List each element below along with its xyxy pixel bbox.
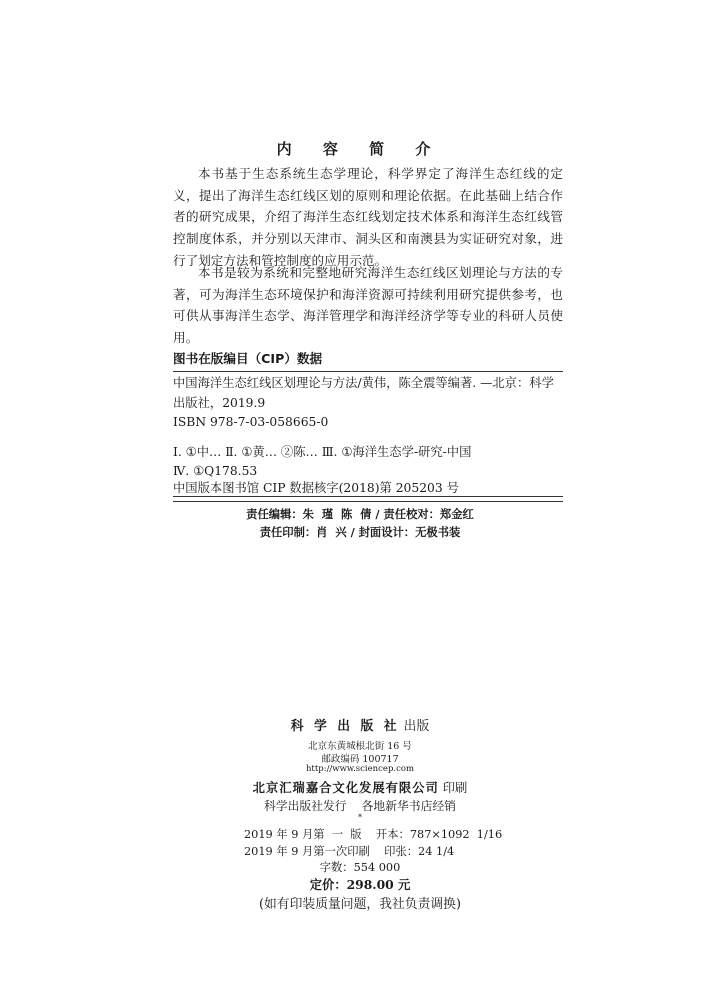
cip-isbn: ISBN 978-7-03-058665-0 (173, 415, 329, 429)
separator-star: * (358, 813, 362, 822)
word-count: 字数：554 000 (319, 861, 401, 874)
quality-notice: (如有印装质量问题，我社负责调换) (259, 897, 461, 912)
cip-classification-2: Ⅳ. ①Q178.53 (173, 464, 258, 478)
cip-number: 中国版本图书馆 CIP 数据核字(2018)第 205203 号 (173, 481, 459, 495)
printer-name: 北京汇瑞嘉合文化发展有限公司 (252, 780, 439, 795)
printer-suffix: 印刷 (442, 781, 468, 795)
cip-top-rule (173, 371, 563, 372)
credits-editors: 责任编辑：朱 瑾 陈 倩 / 责任校对：郑金红 (246, 507, 474, 521)
distribution-line: 科学出版社发行 各地新华书店经销 (264, 799, 456, 813)
publisher-suffix: 出版 (403, 719, 430, 734)
price: 定价：298.00 元 (309, 877, 411, 892)
cip-bottom-rule (173, 496, 563, 497)
publisher-line (0, 715, 720, 734)
credits-production: 责任印制：肖 兴 / 封面设计：无极书装 (259, 525, 461, 539)
summary-heading: 内 容 简 介 (276, 140, 444, 158)
printer-line (0, 778, 720, 796)
printing-line: 2019 年 9 月第一次印刷 印张：24 1/4 (244, 845, 455, 858)
cip-classification-1: Ⅰ. ①中… Ⅱ. ①黄… ②陈… Ⅲ. ①海洋生态学-研究-中国 (173, 444, 472, 459)
summary-paragraph-2: 本书是较为系统和完整地研究海洋生态红线区划理论与方法的专著，可为海洋生态环境保护和海洋资源可持续利用研究提供参考，也可供从事海洋生态学、海洋管理学和海洋经济学等专业的科研人员使用。 (173, 265, 563, 346)
edition-line: 2019 年 9 月第 一 版 开本：787×1092 1/16 (244, 828, 503, 841)
cip-record-block (173, 374, 561, 482)
publisher-name: 科 学 出 版 社 (290, 719, 400, 734)
cip-heading: 图书在版编目（CIP）数据 (173, 351, 323, 366)
cip-bottom-rule-2 (173, 501, 563, 502)
publisher-url: http://www.sciencep.com (305, 764, 415, 774)
cip-record: 中国海洋生态红线区划理论与方法/黄伟，陈全震等编著. —北京：科学出版社，2019.9 (173, 376, 554, 410)
publisher-postcode: 邮政编码 100717 (321, 754, 399, 765)
publisher-address: 北京东黄城根北街 16 号 (308, 741, 412, 752)
summary-paragraph-1: 本书基于生态系统生态学理论，科学界定了海洋生态红线的定义，提出了海洋生态红线区划的原则和理论依据。在此基础上结合作者的研究成果，介绍了海洋生态红线划定技术体系和海洋生态红线管控制度体系，并分别以天津市、洞头区和南澳县为实证研究对象，进行了划定方法和管控制度的应用示范。 (173, 166, 563, 268)
